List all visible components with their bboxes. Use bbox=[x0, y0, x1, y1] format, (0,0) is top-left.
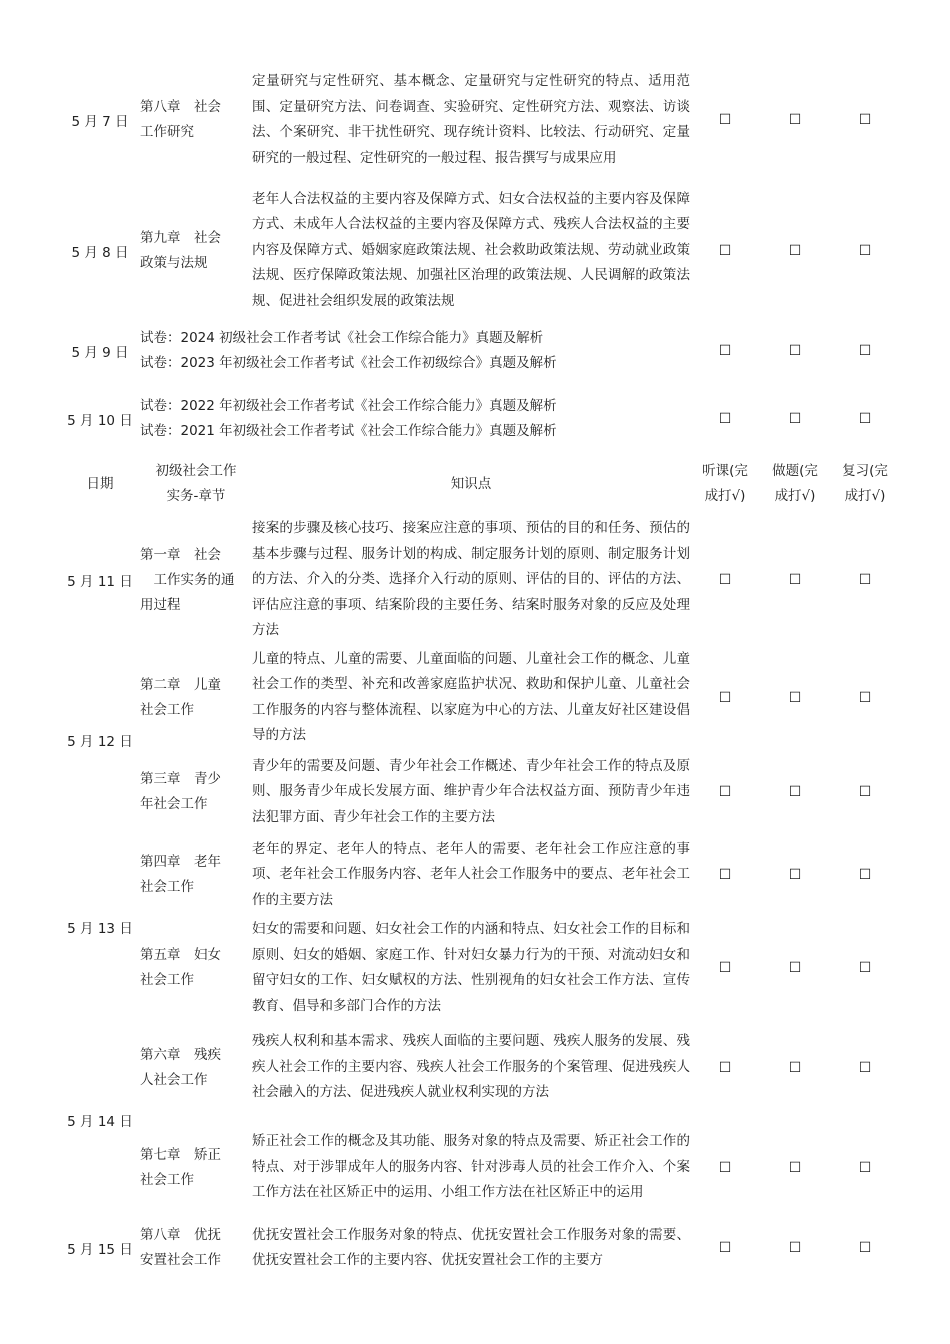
listen-checkbox[interactable]: ☐ bbox=[718, 1159, 732, 1176]
date-cell: 5 月 12 日 bbox=[67, 733, 133, 750]
listen-checkbox[interactable]: ☐ bbox=[718, 1059, 732, 1076]
chapter-cell: 第五章 妇女 社会工作 bbox=[140, 947, 221, 988]
study-plan-table bbox=[60, 56, 900, 1276]
chapter-cell: 第一章 社会 工作实务的通 用过程 bbox=[140, 546, 235, 613]
date-cell: 5 月 10 日 bbox=[67, 413, 133, 429]
date-cell: 5 月 15 日 bbox=[67, 1242, 133, 1258]
review-checkbox[interactable]: ☐ bbox=[858, 784, 872, 800]
listen-checkbox[interactable]: ☐ bbox=[718, 867, 732, 883]
exam-cell: 试卷：2022 年初级社会工作者考试《社会工作综合能力》真题及解析 试卷：2021 年初级社会工作者考试《社会工作综合能力》真题及解析 bbox=[140, 398, 557, 439]
header-knowledge: 知识点 bbox=[450, 475, 492, 492]
review-checkbox[interactable]: ☐ bbox=[858, 572, 872, 588]
header-review: 复习(完 成打√) bbox=[842, 463, 888, 504]
knowledge-cell: 老年人合法权益的主要内容及保障方式、妇女合法权益的主要内容及保障方式、未成年人合法权益的主要内容及保障方式、残疾人合法权益的主要内容及保障方式、婚姻家庭政策法规、社会救助政策法规、劳动就业政策法规、医疗保障政策法规、加强社区治理的政策法规、人民调解的政策法规、促进社会组织发展的政策法规 bbox=[252, 190, 690, 309]
listen-checkbox[interactable]: ☐ bbox=[718, 411, 732, 427]
chapter-cell: 第三章 青少 年社会工作 bbox=[140, 771, 221, 812]
review-checkbox[interactable]: ☐ bbox=[858, 1240, 872, 1256]
knowledge-cell: 定量研究与定性研究、基本概念、定量研究与定性研究的特点、适用范围、定量研究方法、问卷调查、实验研究、定性研究方法、观察法、访谈法、个案研究、非干扰性研究、现存统计资料、比较法、行动研究、定量研究的一般过程、定性研究的一般过程、报告撰写与成果应用 bbox=[252, 73, 690, 166]
practice-checkbox[interactable]: ☐ bbox=[788, 572, 802, 588]
date-cell: 5 月 13 日 bbox=[67, 921, 133, 937]
chapter-cell: 第六章 残疾 人社会工作 bbox=[140, 1046, 221, 1088]
knowledge-cell: 妇女的需要和问题、妇女社会工作的内涵和特点、妇女社会工作的目标和原则、妇女的婚姻、家庭工作、针对妇女暴力行为的干预、对流动妇女和留守妇女的工作、妇女赋权的方法、性别视角的妇女社会工作方法、宣传教育、倡导和多部门合作的方法 bbox=[252, 921, 690, 1014]
knowledge-cell: 残疾人权利和基本需求、残疾人面临的主要问题、残疾人服务的发展、残疾人社会工作的主要内容、残疾人社会工作服务的个案管理、促进残疾人社会融入的方法、促进残疾人就业权利实现的方法 bbox=[252, 1033, 690, 1101]
practice-checkbox[interactable]: ☐ bbox=[788, 1240, 802, 1256]
practice-checkbox[interactable]: ☐ bbox=[788, 242, 802, 259]
date-cell: 5 月 11 日 bbox=[67, 574, 133, 590]
header-chapter: 初级社会工作 实务-章节 bbox=[155, 463, 237, 504]
practice-checkbox[interactable]: ☐ bbox=[788, 112, 802, 128]
review-checkbox[interactable]: ☐ bbox=[858, 1159, 872, 1176]
table-row bbox=[60, 56, 900, 184]
header-date: 日期 bbox=[86, 475, 114, 492]
table-row bbox=[60, 1115, 900, 1220]
knowledge-cell: 接案的步骤及核心技巧、接案应注意的事项、预估的目的和任务、预估的基本步骤与过程、服务计划的构成、制定服务计划的原则、制定服务计划的方法、介入的分类、选择介入行动的原则、评估的目的、评估的方法、评估应注意的事项、结案阶段的主要任务、结案时服务对象的反应及处理方法 bbox=[252, 520, 690, 639]
practice-checkbox[interactable]: ☐ bbox=[788, 343, 802, 359]
practice-checkbox[interactable]: ☐ bbox=[788, 689, 802, 706]
chapter-cell: 第八章 社会 工作研究 bbox=[140, 99, 221, 140]
listen-checkbox[interactable]: ☐ bbox=[718, 572, 732, 588]
header-practice: 做题(完 成打√) bbox=[772, 463, 818, 504]
listen-checkbox[interactable]: ☐ bbox=[718, 112, 732, 128]
chapter-cell: 第四章 老年 社会工作 bbox=[140, 854, 221, 895]
date-cell: 5 月 8 日 bbox=[71, 244, 129, 261]
date-cell: 5 月 9 日 bbox=[71, 345, 129, 361]
review-checkbox[interactable]: ☐ bbox=[858, 1059, 872, 1076]
knowledge-cell: 老年的界定、老年人的特点、老年人的需要、老年社会工作应注意的事项、老年社会工作服务内容、老年人社会工作服务中的要点、老年社会工作的主要方法 bbox=[252, 840, 690, 908]
table-row bbox=[60, 1020, 900, 1115]
table-row bbox=[60, 834, 900, 916]
listen-checkbox[interactable]: ☐ bbox=[718, 242, 732, 259]
listen-checkbox[interactable]: ☐ bbox=[718, 1240, 732, 1256]
table-row bbox=[60, 317, 900, 385]
review-checkbox[interactable]: ☐ bbox=[858, 242, 872, 259]
date-cell: 5 月 14 日 bbox=[67, 1114, 133, 1130]
listen-checkbox[interactable]: ☐ bbox=[718, 689, 732, 706]
review-checkbox[interactable]: ☐ bbox=[858, 343, 872, 359]
chapter-cell: 第二章 儿童 社会工作 bbox=[140, 676, 221, 718]
listen-checkbox[interactable]: ☐ bbox=[718, 960, 732, 976]
review-checkbox[interactable]: ☐ bbox=[858, 689, 872, 706]
table-row bbox=[60, 385, 900, 453]
exam-cell: 试卷：2024 初级社会工作者考试《社会工作综合能力》真题及解析 试卷：2023 年初级社会工作者考试《社会工作初级综合》真题及解析 bbox=[140, 330, 557, 371]
table-row bbox=[60, 916, 900, 1020]
knowledge-cell: 青少年的需要及问题、青少年社会工作概述、青少年社会工作的特点及原则、服务青少年成长发展方面、维护青少年合法权益方面、预防青少年违法犯罪方面、青少年社会工作的主要方法 bbox=[252, 757, 690, 825]
review-checkbox[interactable]: ☐ bbox=[858, 112, 872, 128]
chapter-cell: 第七章 矫正 社会工作 bbox=[140, 1146, 221, 1188]
table-row bbox=[60, 750, 900, 834]
knowledge-cell: 矫正社会工作的概念及其功能、服务对象的特点及需要、矫正社会工作的特点、对于涉罪成年人的服务内容、针对涉毒人员的社会工作介入、个案工作方法在社区矫正中的运用、小组工作方法在社区矫正中的运用 bbox=[252, 1133, 690, 1201]
header-row bbox=[60, 453, 900, 515]
chapter-cell: 第八章 优抚 安置社会工作 bbox=[140, 1227, 221, 1268]
knowledge-cell: 儿童的特点、儿童的需要、儿童面临的问题、儿童社会工作的概念、儿童社会工作的类型、补充和改善家庭监护状况、救助和保护儿童、儿童社会工作服务的内容与整体流程、以家庭为中心的方法、儿童友好社区建设倡导的方法 bbox=[252, 650, 690, 743]
chapter-cell: 第九章 社会 政策与法规 bbox=[140, 229, 221, 271]
listen-checkbox[interactable]: ☐ bbox=[718, 343, 732, 359]
table-row bbox=[60, 1220, 900, 1276]
table-row bbox=[60, 645, 900, 750]
practice-checkbox[interactable]: ☐ bbox=[788, 784, 802, 800]
listen-checkbox[interactable]: ☐ bbox=[718, 784, 732, 800]
table-row bbox=[60, 515, 900, 645]
date-cell: 5 月 7 日 bbox=[71, 114, 129, 130]
review-checkbox[interactable]: ☐ bbox=[858, 867, 872, 883]
review-checkbox[interactable]: ☐ bbox=[858, 960, 872, 976]
knowledge-cell: 优抚安置社会工作服务对象的特点、优抚安置社会工作服务对象的需要、优抚安置社会工作的主要内容、优抚安置社会工作的主要方 bbox=[252, 1226, 690, 1268]
practice-checkbox[interactable]: ☐ bbox=[788, 1059, 802, 1076]
header-listen: 听课(完 成打√) bbox=[702, 463, 748, 504]
review-checkbox[interactable]: ☐ bbox=[858, 411, 872, 427]
table-row bbox=[60, 184, 900, 317]
practice-checkbox[interactable]: ☐ bbox=[788, 1159, 802, 1176]
practice-checkbox[interactable]: ☐ bbox=[788, 411, 802, 427]
practice-checkbox[interactable]: ☐ bbox=[788, 867, 802, 883]
practice-checkbox[interactable]: ☐ bbox=[788, 960, 802, 976]
